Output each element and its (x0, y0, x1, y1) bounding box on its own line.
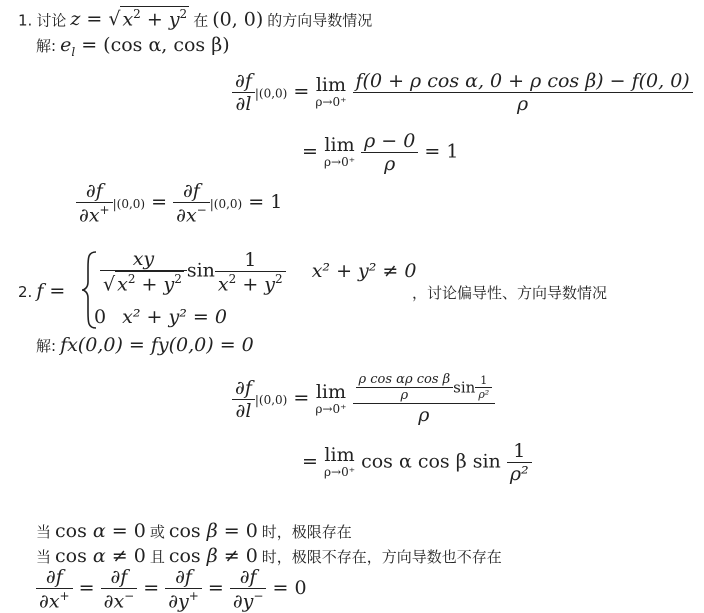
directional-derivative-line2: = lim ρ→0⁺ $\frac{\rho - 0}{\rho}$ = 1 (302, 130, 459, 175)
problem2-solution-line (36, 334, 254, 356)
onesided-result: = 1 (248, 191, 283, 214)
problem1-point: (0, 0) (212, 8, 264, 31)
case2-condition: x² + y² = 0 (122, 306, 227, 328)
final-partials-line: $\frac{\partial f}{\partial x^+}$ = $\frac{\partial f}{\partial x^-}$ = $\frac{\partial f}{\partial y^+}$ = $\frac{\partial f}{\partial y^-}$ = 0 (36, 566, 307, 612)
piecewise-case2 (94, 306, 227, 328)
solution-label: 解: (36, 337, 57, 355)
case1-condition: x² + y² ≠ 0 (311, 259, 417, 282)
function-f: f (36, 280, 44, 302)
problem2-text: ，讨论偏导性、方向导数情况 (412, 284, 608, 302)
limit-operator: lim ρ→0⁺ (323, 444, 356, 480)
limit-operator: lim ρ→0⁺ (315, 380, 347, 416)
problem1-end: 的方向导数情况 (267, 11, 373, 30)
problem1-solution-line (36, 34, 230, 59)
problem1-number: 1. (18, 11, 33, 30)
problem1-mid: 在 (193, 11, 209, 30)
case2-value: 0 (94, 306, 107, 328)
limit-operator: lim ρ→0⁺ (315, 74, 347, 110)
p2-directional-line2: = lim ρ→0⁺ cos α cos β sin $\frac{1}{\text{ρ²}}$ (302, 440, 532, 485)
line2-result: = 1 (424, 140, 459, 163)
limit-expression: cos α cos β sin (361, 450, 501, 473)
problem1-function: z = √ $x^2 + y^2$ (70, 7, 188, 31)
compound-fraction: $\frac{\text{ρ cos αρ cos β}}{\rho}$ sin $\frac{1}{\text{ρ²}}$ ρ (353, 372, 496, 426)
problem2-number: 2. (18, 283, 33, 301)
directional-derivative-line1: $\frac{\partial f}{\partial l}$ |(0,0) = lim ρ→0⁺ $\frac{\text{f(0 + ρ cos α, 0 + ρ cos β) − f(0, 0)}}{\rho}$ (232, 70, 693, 115)
piecewise-case1: $\frac{xy}{√ x^2 + y^2}$ sin $\frac{1}{x^2 + y^2}$ x² + y² ≠ 0 (100, 248, 416, 295)
onesided-partials-line: $\frac{\partial f}{\partial x^+}$ |(0,0) = $\frac{\partial f}{\partial x^-}$ |(0,0) = 1 (76, 180, 282, 226)
df-dl-fraction: $\frac{\partial f}{\partial l}$ (232, 70, 255, 115)
final-result: = 0 (272, 577, 307, 600)
limit-operator: lim ρ→0⁺ (323, 134, 356, 170)
p2-directional-line1: $\frac{\partial f}{\partial l}$ |(0,0) = lim ρ→0⁺ $\frac{\text{ρ cos αρ cos β}}{\rho}$ sin $\frac{1}{\text{ρ²}}$ ρ (232, 372, 495, 426)
problem1-intro: 讨论 (36, 11, 67, 30)
conclusion-1: 当 cos α = 0 或 cos β = 0 时，极限存在 (36, 520, 352, 542)
partials-zero: fx(0,0) = fy(0,0) = 0 (60, 334, 254, 356)
simplified-quotient: $\frac{\rho - 0}{\rho}$ (361, 130, 418, 175)
conclusion-2: 当 cos α ≠ 0 且 cos β ≠ 0 时，极限不存在，方向导数也不存在 (36, 545, 502, 567)
problem1-title (18, 6, 372, 30)
difference-quotient: $\frac{\text{f(0 + ρ cos α, 0 + ρ cos β) − f(0, 0)}}{\rho}$ (353, 70, 693, 115)
solution-label: 解: (36, 37, 57, 55)
problem2-label: 2. f = (18, 280, 66, 302)
direction-vector: $e_l = (\cos$ α, cos β) (60, 34, 230, 59)
